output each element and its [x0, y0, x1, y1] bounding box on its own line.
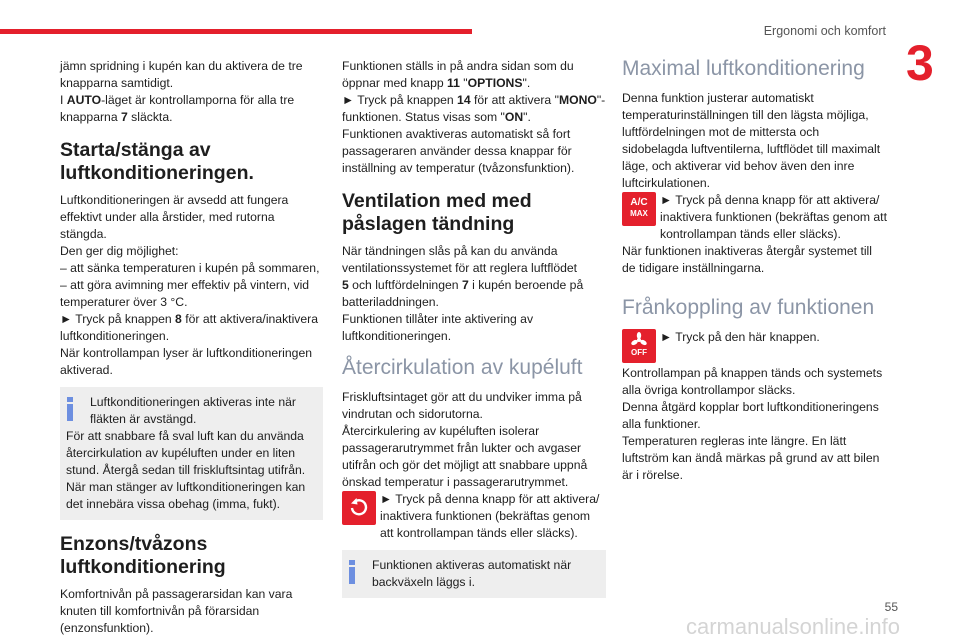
info-icon: [66, 397, 74, 421]
instruction: ► Tryck på denna knapp för att aktivera/ inaktivera funktionen (bekräftas genom att kontrollampan tänds eller släcks).: [380, 492, 600, 540]
fan-off-icon: OFF: [622, 329, 656, 363]
paragraph: Friskluftsintaget gör att du undviker imma på vindrutan och sidorutorna.: [342, 390, 582, 421]
paragraph: Temperaturen regleras inte längre. En lätt luftström kan ändå märkas på grund av att bilen är i rörelse.: [622, 434, 880, 482]
instruction: ► Tryck på denna knapp för att aktivera/ inaktivera funktionen (bekräftas genom att kontrollampan tänds eller släcks).: [660, 193, 887, 241]
info-text: När man stänger av luftkonditioneringen kan det innebära vissa obehag (imma, fukt).: [66, 480, 306, 511]
instruction: ► Tryck på knappen 14 för att aktivera "MONO"-funktionen. Status visas som "ON".: [342, 93, 606, 124]
ac-max-icon: A/C MAX: [622, 192, 656, 226]
paragraph: Funktionen avaktiveras automatiskt så fort passageraren använder dessa knappar för inställning av temperatur (tvåzonsfunktion).: [342, 127, 575, 175]
section-title: Ergonomi och komfort: [763, 24, 886, 38]
paragraph: 5 och luftfördelningen 7 i kupén beroende på batteriladdningen.: [342, 278, 584, 309]
instruction: ► Tryck på den här knappen.: [660, 330, 820, 344]
paragraph: Denna åtgärd kopplar bort luftkonditioneringens alla funktioner.: [622, 400, 879, 431]
info-box: [60, 387, 323, 520]
heading-ventilation: Ventilation med med påslagen tändning: [342, 190, 532, 235]
heading-recirculation: Återcirkulation av kupéluft: [342, 356, 583, 379]
info-box: [342, 550, 606, 598]
heading-start-stop-ac: Starta/stänga av luftkonditioneringen.: [60, 139, 254, 184]
column-left: [60, 58, 323, 637]
paragraph: jämn spridning i kupén kan du aktivera de tre knapparna samtidigt.: [60, 59, 303, 90]
paragraph: I AUTO-läget är kontrollamporna för alla tre knapparna 7 släckta.: [60, 93, 295, 124]
paragraph: Luftkonditioneringen är avsedd att fungera effektivt under alla årstider, med rutorna stängda.: [60, 193, 289, 241]
instruction-with-icon: [342, 491, 606, 542]
paragraph: När tändningen slås på kan du använda ventilationssystemet för att reglera luftflödet: [342, 244, 578, 275]
paragraph: Den ger dig möjlighet:: [60, 244, 179, 258]
page-number: 55: [884, 600, 898, 614]
paragraph: Funktionen tillåter inte aktivering av luftkonditioneringen.: [342, 312, 534, 343]
paragraph: Återcirkulering av kupéluften isolerar passagerarutrymmet från lukter och avgaser utifrån och gör det möjligt att snabbare uppnå önskad temperatur i passagerarutrymmet.: [342, 424, 588, 489]
info-text: För att snabbare få sval luft kan du använda återcirkulation av kupéluften under en liten stund. Återgå sedan till friskluftsintag utifrån.: [66, 429, 306, 477]
heading-max-ac: Maximal luftkonditionering: [622, 57, 865, 80]
info-text: Luftkonditioneringen aktiveras inte när fläkten är avstängd.: [90, 395, 296, 426]
paragraph: Komfortnivån på passagerarsidan kan vara knuten till komfortnivån på förarsidan (enzonsfunktion).: [60, 587, 293, 635]
info-text: Funktionen aktiveras automatiskt när backväxeln läggs i.: [372, 558, 572, 589]
info-icon: [348, 560, 356, 584]
paragraph: Kontrollampan på knappen tänds och systemets alla övriga kontrollampor släcks.: [622, 366, 883, 397]
column-right: [622, 58, 888, 484]
chapter-number: 3: [906, 35, 934, 91]
heading-zone-ac: Enzons/tvåzons luftkonditionering: [60, 533, 226, 578]
instruction: ► Tryck på knappen 8 för att aktivera/inaktivera luftkonditioneringen.: [60, 312, 318, 343]
recirculation-icon: [342, 491, 376, 525]
list-item: – att göra avimning mer effektiv på vintern, vid temperaturer över 3 °C.: [60, 278, 310, 309]
header-accent-bar: [0, 29, 472, 34]
column-middle: [342, 58, 606, 606]
heading-disconnect: Frånkoppling av funktionen: [622, 296, 875, 319]
list-item: – att sänka temperaturen i kupén på sommaren,: [60, 261, 320, 275]
paragraph: När kontrollampan lyser är luftkonditioneringen aktiverad.: [60, 346, 313, 377]
paragraph: Denna funktion justerar automatiskt temperaturinställningen till den lägsta möjliga, luftfördelningen mot de mittersta och sidobelagda luftventilerna, luftflödet till maximalt läge, och aktiverar vid behov även den inre luftcirkulationen.: [622, 91, 881, 190]
paragraph: När funktionen inaktiveras återgår systemet till de tidigare inställningarna.: [622, 244, 872, 275]
paragraph: Funktionen ställs in på andra sidan som du öppnar med knapp 11 "OPTIONS".: [342, 59, 574, 90]
instruction-with-icon: [622, 329, 888, 365]
instruction-with-icon: [622, 192, 888, 243]
watermark: carmanualsonline.info: [685, 614, 900, 639]
